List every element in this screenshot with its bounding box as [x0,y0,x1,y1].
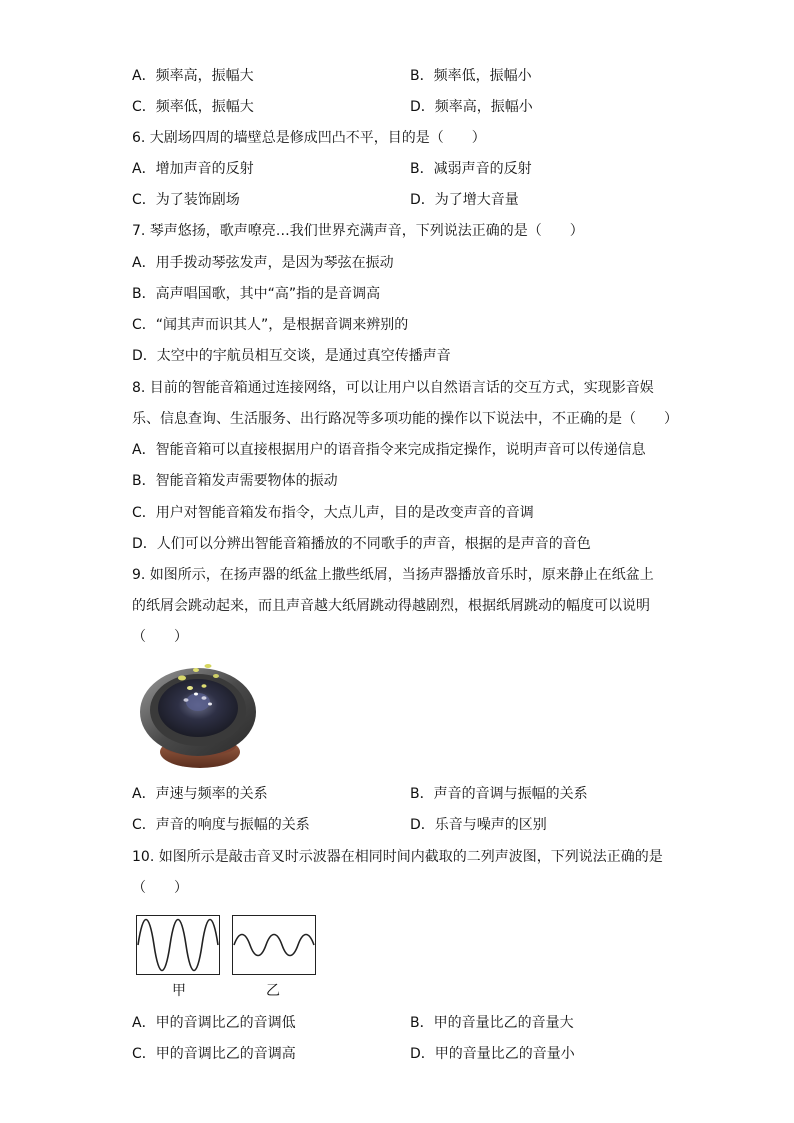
q8-option-d: D．人们可以分辨出智能音箱播放的不同歌手的声音，根据的是声音的音色 [132,536,591,552]
speaker-illustration [138,660,260,772]
q9-option-d: D．乐音与噪声的区别 [410,817,547,833]
waveform-jia [136,915,220,975]
q7-option-b: B．高声唱国歌，其中“高”指的是音调高 [132,286,381,302]
q6-option-d: D．为了增大音量 [410,192,519,208]
q5-option-a: A．频率高，振幅大 [132,68,254,84]
q9-option-a: A．声速与频率的关系 [132,786,268,802]
q7-stem: 7. 琴声悠扬，歌声嘹亮…我们世界充满声音，下列说法正确的是（ ） [132,223,584,239]
q9-stem-line2: 的纸屑会跳动起来，而且声音越大纸屑跳动得越剧烈，根据纸屑跳动的幅度可以说明 [132,598,650,614]
q9-option-b: B．声音的音调与振幅的关系 [410,786,588,802]
q7-option-a: A．用手拨动琴弦发声，是因为琴弦在振动 [132,255,394,271]
speaker-dust-cap [186,693,210,711]
q5-option-b: B．频率低，振幅小 [410,68,532,84]
q6-option-a: A．增加声音的反射 [132,161,254,177]
q6-option-b: B．减弱声音的反射 [410,161,532,177]
q9-stem-line1: 9. 如图所示，在扬声器的纸盆上撒些纸屑，当扬声器播放音乐时，原来静止在纸盆上 [132,567,654,583]
waveform-jia-label: 甲 [172,983,186,999]
q8-option-a: A．智能音箱可以直接根据用户的语音指令来完成指定操作，说明声音可以传递信息 [132,442,646,458]
q10-option-d: D．甲的音量比乙的音量小 [410,1046,575,1062]
q9-option-c: C．声音的响度与振幅的关系 [132,817,310,833]
q8-option-b: B．智能音箱发声需要物体的振动 [132,473,338,489]
q5-option-d: D．频率高，振幅小 [410,99,533,115]
q10-option-c: C．甲的音调比乙的音调高 [132,1046,296,1062]
q9-stem-line3: （ ） [132,629,188,645]
waveform-yi-frame [233,916,316,975]
q6-stem: 6. 大剧场四周的墙壁总是修成凹凸不平，目的是（ ） [132,130,486,146]
q10-option-b: B．甲的音量比乙的音量大 [410,1015,574,1031]
q5-option-c: C．频率低，振幅大 [132,99,254,115]
q8-stem-line2: 乐、信息查询、生活服务、出行路况等多项功能的操作以下说法中，不正确的是（ ） [132,411,678,427]
q6-option-c: C．为了装饰剧场 [132,192,240,208]
q10-stem-line2: （ ） [132,880,188,896]
q10-stem-line1: 10. 如图所示是敲击音叉时示波器在相同时间内截取的二列声波图，下列说法正确的是 [132,849,663,865]
q10-option-a: A．甲的音调比乙的音调低 [132,1015,296,1031]
waveform-yi [232,915,316,975]
waveform-yi-label: 乙 [266,983,280,999]
q8-stem-line1: 8. 目前的智能音箱通过连接网络，可以让用户以自然语言话的交互方式，实现影音娱 [132,380,654,396]
q7-option-d: D．太空中的宇航员相互交谈，是通过真空传播声音 [132,348,451,364]
q7-option-c: C．“闻其声而识其人”，是根据音调来辨别的 [132,317,409,333]
q8-option-c: C．用户对智能音箱发布指令，大点儿声，目的是改变声音的音调 [132,505,534,521]
